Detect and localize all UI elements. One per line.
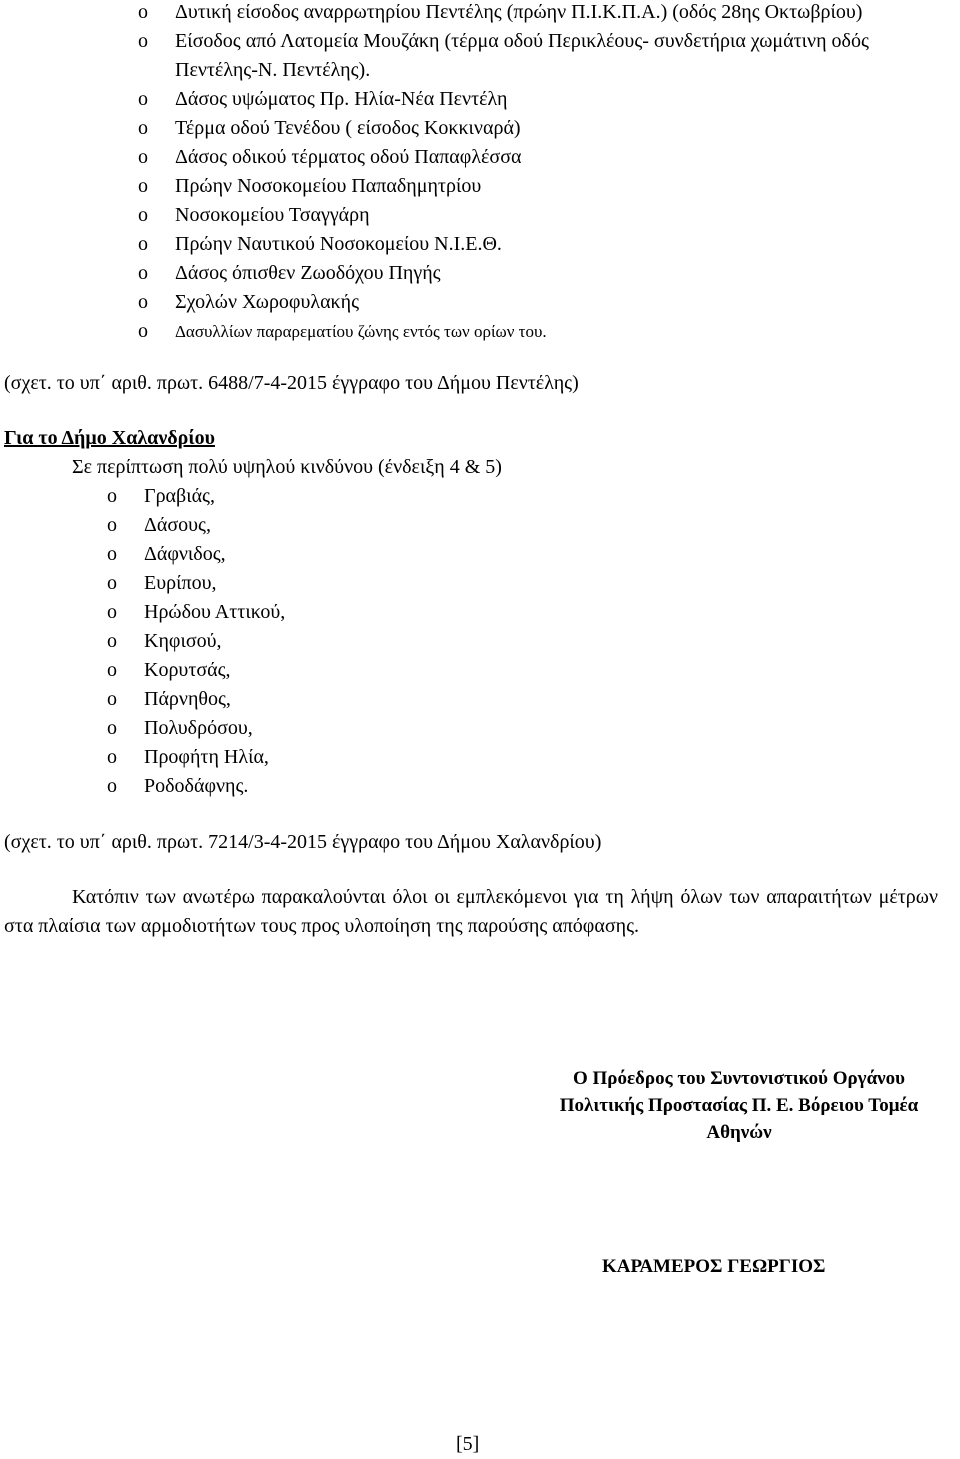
- list-item: [138, 143, 938, 172]
- signature-title-line: Ο Πρόεδρος του Συντονιστικού Οργάνου: [572, 1068, 906, 1089]
- bullet-icon: o: [107, 601, 117, 623]
- list-item: [138, 317, 938, 346]
- chalandri-intro: Σε περίπτωση πολύ υψηλού κινδύνου (ένδειξη 4 & 5): [72, 456, 502, 478]
- chalandri-heading: Για το Δήμο Χαλανδρίου: [4, 427, 215, 449]
- list-item-text: Πάρνηθος,: [144, 688, 231, 710]
- list-item-text: Κηφισού,: [144, 630, 222, 652]
- list-item: [138, 259, 938, 288]
- list-item: [138, 172, 938, 201]
- list-item: [107, 627, 285, 656]
- list-item-text: Προφήτη Ηλία,: [144, 746, 269, 768]
- list-item-text: Δάσος υψώματος Πρ. Ηλία-Νέα Πεντέλη: [175, 88, 508, 110]
- bullet-icon: o: [138, 233, 148, 255]
- list-item: [107, 598, 285, 627]
- bullet-icon: o: [107, 775, 117, 797]
- list-item-text: Είσοδος από Λατομεία Μουζάκη (τέρμα οδού Περικλέους- συνδετήρια χωμάτινη οδός Πεντέλης-Ν. Πεντέλης).: [175, 30, 869, 81]
- chalandri-streets-list: [107, 482, 285, 801]
- list-item-text: Πολυδρόσου,: [144, 717, 253, 739]
- list-item: [138, 288, 938, 317]
- list-item: [107, 569, 285, 598]
- list-item-text: Γραβιάς,: [144, 485, 215, 507]
- list-item: [138, 85, 938, 114]
- bullet-icon: o: [138, 175, 148, 197]
- list-item-text: Δασυλλίων παραρεματίου ζώνης εντός των ορίων του.: [175, 322, 547, 341]
- bullet-icon: o: [138, 291, 148, 313]
- bullet-icon: o: [138, 320, 148, 342]
- list-item: [107, 743, 285, 772]
- bullet-icon: o: [107, 572, 117, 594]
- list-item-text: Ηρώδου Αττικού,: [144, 601, 286, 623]
- list-item-text: Κορυτσάς,: [144, 659, 231, 681]
- bullet-icon: o: [107, 717, 117, 739]
- list-item-text: Νοσοκομείου Τσαγγάρη: [175, 204, 370, 226]
- list-item-text: Τέρμα οδού Τενέδου ( είσοδος Κοκκιναρά): [175, 117, 521, 139]
- closing-paragraph: Κατόπιν των ανωτέρω παρακαλούνται όλοι οι εμπλεκόμενοι για τη λήψη όλων των απαραιτήτων μέτρων στα πλαίσια των αρμοδιοτήτων τους προς υλοποίηση της παρούσης απόφασης.: [4, 886, 938, 937]
- list-item-text: Πρώην Νοσοκομείου Παπαδημητρίου: [175, 175, 482, 197]
- list-item: [107, 772, 285, 801]
- bullet-icon: o: [138, 262, 148, 284]
- bullet-icon: o: [138, 30, 148, 52]
- list-item-text: Δάσους,: [144, 514, 211, 536]
- list-item-text: Πρώην Ναυτικού Νοσοκομείου Ν.Ι.Ε.Θ.: [175, 233, 502, 255]
- page-number: [5]: [456, 1433, 480, 1455]
- bullet-icon: o: [107, 630, 117, 652]
- bullet-icon: o: [107, 688, 117, 710]
- list-item-text: Δυτική είσοδος αναρρωτηρίου Πεντέλης (πρώην Π.Ι.Κ.Π.Α.) (οδός 28ης Οκτωβρίου): [175, 1, 863, 23]
- list-item-text: Δάσος όπισθεν Ζωοδόχου Πηγής: [175, 262, 441, 284]
- signature-title-line: Αθηνών: [706, 1122, 772, 1143]
- bullet-icon: o: [107, 485, 117, 507]
- list-item: [107, 540, 285, 569]
- list-item: [138, 0, 938, 27]
- list-item-text: Δάσος οδικού τέρματος οδού Παπαφλέσσα: [175, 146, 522, 168]
- bullet-icon: o: [107, 659, 117, 681]
- signer-name: ΚΑΡΑΜΕΡΟΣ ΓΕΩΡΓΙΟΣ: [602, 1256, 826, 1277]
- bullet-icon: o: [107, 514, 117, 536]
- list-item: [138, 27, 938, 85]
- list-item: [107, 685, 285, 714]
- list-item: [107, 656, 285, 685]
- signature-block: [515, 1065, 960, 1146]
- penteli-locations-list: [138, 0, 938, 346]
- list-item-text: Ροδοδάφνης.: [144, 775, 249, 797]
- chalandri-reference: (σχετ. το υπ΄ αριθ. πρωτ. 7214/3-4-2015 έγγραφο του Δήμου Χαλανδρίου): [4, 831, 602, 853]
- list-item: [107, 714, 285, 743]
- bullet-icon: o: [138, 1, 148, 23]
- list-item: [138, 114, 938, 143]
- list-item: [138, 201, 938, 230]
- list-item-text: Δάφνιδος,: [144, 543, 226, 565]
- bullet-icon: o: [138, 146, 148, 168]
- list-item-text: Σχολών Χωροφυλακής: [175, 291, 360, 313]
- bullet-icon: o: [107, 746, 117, 768]
- signature-title-line: Πολιτικής Προστασίας Π. Ε. Βόρειου Τομέα: [559, 1095, 919, 1116]
- list-item: [138, 230, 938, 259]
- list-item: [107, 511, 285, 540]
- bullet-icon: o: [107, 543, 117, 565]
- list-item-text: Ευρίπου,: [144, 572, 217, 594]
- penteli-reference: (σχετ. το υπ΄ αριθ. πρωτ. 6488/7-4-2015 έγγραφο του Δήμου Πεντέλης): [4, 372, 579, 394]
- bullet-icon: o: [138, 117, 148, 139]
- bullet-icon: o: [138, 88, 148, 110]
- bullet-icon: o: [138, 204, 148, 226]
- list-item: [107, 482, 285, 511]
